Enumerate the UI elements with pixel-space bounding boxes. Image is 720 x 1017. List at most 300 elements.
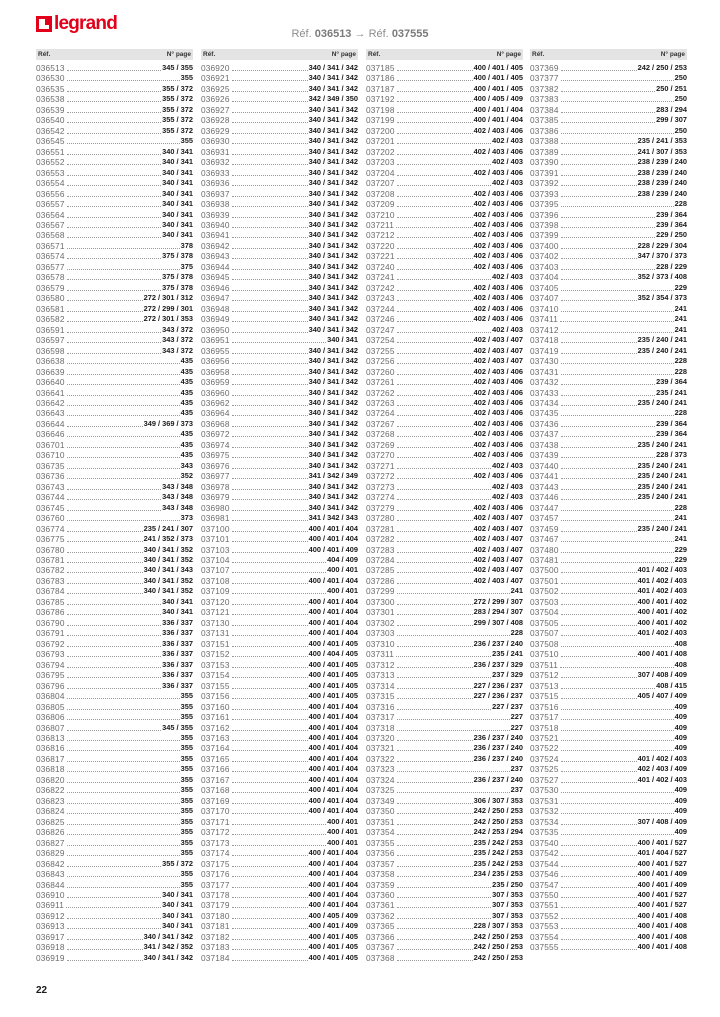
reference-number: 037131 [201,628,230,639]
reference-number: 037552 [530,910,559,921]
reference-number: 036910 [36,890,65,901]
dot-leader [232,395,308,396]
index-row [366,419,523,429]
page-reference: 228 [674,199,687,209]
dot-leader [232,478,308,479]
dot-leader [232,70,308,71]
index-row [530,346,687,356]
reference-number: 036977 [201,471,230,482]
index-row [201,827,358,837]
dot-leader [67,468,180,469]
index-row [366,576,523,586]
index-row [366,157,523,167]
index-row [530,723,687,733]
page-reference: 228 / 373 [656,450,687,460]
reference-number: 037109 [201,586,230,597]
index-row [36,869,193,879]
page-reference: 228 [674,408,687,418]
index-row [530,712,687,722]
dot-leader [67,374,180,375]
index-row [201,953,358,963]
index-row [201,293,358,303]
index-row [36,859,193,869]
page-reference: 400 / 401 / 404 [473,104,523,114]
dot-leader [232,436,308,437]
reference-number: 037534 [530,816,559,827]
reference-number: 036955 [201,345,230,356]
reference-number: 037553 [530,921,559,932]
reference-number: 037322 [366,753,395,764]
dot-leader [67,625,162,626]
page-reference: 237 [510,764,523,774]
index-row [530,272,687,282]
page-reference: 241 / 352 / 373 [143,534,193,544]
dot-leader [232,646,308,647]
reference-number: 037178 [201,890,230,901]
dot-leader [561,531,637,532]
index-row [530,785,687,795]
dot-leader [232,258,308,259]
reference-number: 036774 [36,523,65,534]
page-reference: 340 / 341 [162,900,193,910]
dot-leader [397,593,510,594]
page-reference: 272 / 301 / 312 [143,293,193,303]
index-row [530,398,687,408]
reference-number: 036785 [36,596,65,607]
column-header-ref: Réf. [532,51,545,58]
reference-number: 037516 [530,701,559,712]
reference-number: 037107 [201,565,230,576]
page-reference: 336 / 337 [162,638,193,648]
reference-number: 037359 [366,879,395,890]
column-header-page: N° page [331,51,356,58]
dot-leader [561,374,674,375]
reference-number: 036806 [36,712,65,723]
reference-number: 036826 [36,827,65,838]
page-reference: 402 / 403 [492,492,523,502]
dot-leader [561,552,674,553]
index-row [530,304,687,314]
reference-number: 037174 [201,848,230,859]
index-row [201,639,358,649]
page-reference: 435 [180,377,193,387]
dot-leader [397,887,492,888]
page-reference: 241 [674,303,687,313]
range-arrow: → [354,28,366,40]
index-row [201,670,358,680]
index-rows [530,63,687,953]
index-row [36,932,193,942]
page-reference: 239 / 364 [656,418,687,428]
index-row [201,712,358,722]
reference-number: 037407 [530,293,559,304]
index-row [201,199,358,209]
page-reference: 340 / 341 / 342 [308,199,358,209]
dot-leader [397,321,473,322]
page-reference: 340 / 341 / 342 [308,209,358,219]
index-row [366,147,523,157]
reference-number: 037434 [530,398,559,408]
reference-number: 037369 [530,63,559,73]
reference-number: 037481 [530,555,559,566]
reference-number: 037405 [530,282,559,293]
reference-number: 037256 [366,356,395,367]
dot-leader [67,133,162,134]
reference-number: 037152 [201,649,230,660]
index-row [530,806,687,816]
dot-leader [561,112,656,113]
page-reference: 409 [674,743,687,753]
page-reference: 349 / 369 / 373 [143,418,193,428]
index-row [201,94,358,104]
index-row [201,733,358,743]
reference-number: 036964 [201,408,230,419]
reference-number: 037435 [530,408,559,419]
page-reference: 405 / 407 / 409 [637,691,687,701]
index-row [530,356,687,366]
index-row [530,293,687,303]
dot-leader [561,70,637,71]
page-reference: 340 / 341 / 342 [308,104,358,114]
reference-number: 037187 [366,83,395,94]
index-row [201,607,358,617]
page-reference: 355 [180,712,193,722]
reference-number: 037267 [366,418,395,429]
reference-number: 036927 [201,104,230,115]
index-row [201,210,358,220]
reference-number: 037411 [530,314,558,325]
reference-number: 037386 [530,125,559,136]
dot-leader [397,552,473,553]
page-reference: 340 / 341 / 342 [308,146,358,156]
page-reference: 355 / 372 [162,858,193,868]
dot-leader [397,730,510,731]
index-row [201,806,358,816]
index-row [201,168,358,178]
reference-number: 036976 [201,460,230,471]
page-reference: 401 / 402 / 403 [637,628,687,638]
index-row [530,503,687,513]
page-reference: 402 / 403 / 406 [473,439,523,449]
reference-number: 036786 [36,607,65,618]
dot-leader [232,625,308,626]
page-reference: 402 / 403 / 406 [473,188,523,198]
index-row [366,482,523,492]
index-row [201,691,358,701]
page-reference: 435 [180,398,193,407]
page-reference: 355 [180,764,193,774]
dot-leader [397,342,473,343]
index-row [530,702,687,712]
page-reference: 307 / 408 / 409 [637,816,687,826]
page-reference: 400 / 401 / 408 [637,910,687,920]
dot-leader [397,625,473,626]
page-reference: 402 / 403 / 406 [473,220,523,230]
index-row [530,890,687,900]
dot-leader [67,939,143,940]
page-reference: 402 / 403 / 407 [473,523,523,533]
page-reference: 235 / 240 / 241 [637,439,687,449]
page-reference: 400 / 401 / 404 [308,701,358,711]
index-row [201,838,358,848]
page-reference: 352 / 373 / 408 [637,272,687,282]
page-reference: 400 / 401 / 404 [308,806,358,816]
index-row [201,105,358,115]
page-reference: 340 / 341 / 342 [308,303,358,313]
page-reference: 340 / 341 / 342 [308,345,358,355]
index-row [530,367,687,377]
dot-leader [561,635,637,636]
index-row [530,314,687,324]
page-reference: 402 / 403 / 406 [473,282,523,292]
dot-leader [397,824,473,825]
page-reference: 355 [180,879,193,889]
index-row [530,450,687,460]
dot-leader [397,457,473,458]
page-reference: 375 / 378 [162,282,193,292]
dot-leader [67,845,180,846]
page-reference: 250 [674,73,687,83]
page-reference: 229 / 250 [656,230,687,240]
reference-number: 036545 [36,136,65,147]
page-reference: 237 / 329 [492,670,523,680]
dot-leader [232,457,308,458]
index-row [36,576,193,586]
index-row [36,304,193,314]
index-row [366,367,523,377]
index-row [530,880,687,890]
index-row [36,115,193,125]
page-reference: 235 / 241 [492,649,523,659]
reference-number: 036925 [201,83,230,94]
page-reference: 355 [180,691,193,701]
page-number: 22 [36,985,48,996]
dot-leader [67,635,162,636]
reference-number: 037504 [530,607,559,618]
index-row [366,440,523,450]
page-reference: 409 [674,722,687,732]
index-row [36,105,193,115]
dot-leader [232,91,308,92]
dot-leader [67,562,143,563]
reference-number: 037310 [366,638,395,649]
reference-number: 037385 [530,115,559,126]
dot-leader [397,363,473,364]
page-reference: 340 / 341 / 342 [308,450,358,460]
page-reference: 235 / 240 / 241 [637,481,687,491]
page-reference: 402 / 403 / 406 [473,408,523,418]
page-reference: 402 / 403 [492,460,523,470]
index-row [36,398,193,408]
index-row [530,597,687,607]
index-row [366,115,523,125]
index-row [366,545,523,555]
reference-number: 036843 [36,869,65,880]
reference-number: 036917 [36,931,65,942]
dot-leader [561,269,656,270]
reference-number: 036968 [201,418,230,429]
page-reference: 340 / 341 [162,199,193,209]
dot-leader [232,217,308,218]
page-reference: 400 / 401 / 527 [637,858,687,868]
reference-number: 037357 [366,858,395,869]
page-reference: 402 / 403 / 406 [473,366,523,376]
reference-number: 037547 [530,879,559,890]
dot-leader [67,887,180,888]
dot-leader [397,866,473,867]
reference-number: 037402 [530,251,559,262]
reference-number: 036825 [36,816,65,827]
index-row [201,63,358,73]
reference-number: 037104 [201,555,230,566]
reference-number: 037286 [366,575,395,586]
reference-number: 037192 [366,94,395,105]
index-row [201,848,358,858]
dot-leader [67,750,180,751]
dot-leader [232,583,308,584]
reference-number: 037507 [530,628,559,639]
dot-leader [561,520,674,521]
dot-leader [67,876,180,877]
reference-number: 037268 [366,429,395,440]
reference-number: 037325 [366,785,395,796]
dot-leader [67,499,162,500]
reference-number: 036791 [36,628,65,639]
index-row [36,534,193,544]
column-header [530,49,687,60]
column-header-ref: Réf. [38,51,51,58]
page-reference: 373 [180,513,193,523]
dot-leader [561,719,674,720]
index-row [530,691,687,701]
dot-leader [67,175,162,176]
reference-number: 037274 [366,492,395,503]
dot-leader [67,321,143,322]
index-row [366,953,523,963]
dot-leader [561,175,637,176]
page-reference: 400 / 401 / 405 [473,73,523,83]
reference-number: 037441 [530,471,559,482]
dot-leader [561,614,637,615]
reference-number: 037551 [530,900,559,911]
dot-leader [232,133,308,134]
page-reference: 340 / 341 / 342 [308,460,358,470]
dot-leader [397,949,473,950]
reference-number: 037121 [201,607,230,618]
reference-number: 036643 [36,408,65,419]
dot-leader [561,771,637,772]
page-reference: 340 / 341 / 342 [143,931,193,941]
page-reference: 340 / 341 / 342 [308,502,358,512]
reference-number: 037183 [201,942,230,953]
page-reference: 242 / 250 / 253 [473,816,523,826]
dot-leader [232,499,308,500]
dot-leader [397,384,473,385]
page-reference: 401 / 402 / 403 [637,575,687,585]
page-reference: 400 / 401 / 402 [637,596,687,606]
reference-number: 037368 [366,952,395,963]
dot-leader [561,761,637,762]
index-row [201,73,358,83]
index-row [36,272,193,282]
reference-number: 037400 [530,240,559,251]
index-row [366,890,523,900]
reference-number: 036912 [36,910,65,921]
reference-number: 036736 [36,471,65,482]
dot-leader [67,143,180,144]
index-row [36,231,193,241]
page-reference: 340 / 341 / 342 [308,282,358,292]
index-row [530,670,687,680]
page-reference: 400 / 401 / 527 [637,900,687,910]
page-reference: 400 / 401 / 409 [308,544,358,554]
index-row [36,848,193,858]
reference-number: 037175 [201,858,230,869]
dot-leader [561,258,637,259]
page-reference: 400 / 401 / 404 [473,115,523,125]
reference-number: 036535 [36,83,65,94]
dot-leader [67,279,162,280]
index-row [366,346,523,356]
page-reference: 402 / 403 / 406 [473,398,523,407]
reference-number: 037199 [366,115,395,126]
dot-leader [397,845,473,846]
dot-leader [397,101,473,102]
reference-number: 036942 [201,240,230,251]
dot-leader [561,866,637,867]
index-row [530,775,687,785]
index-row [36,73,193,83]
dot-leader [397,206,473,207]
page-reference: 241 [674,513,687,523]
index-row [366,73,523,83]
index-row [530,73,687,83]
index-row [530,545,687,555]
reference-number: 036579 [36,282,65,293]
page-reference: 400 / 401 / 404 [308,733,358,742]
reference-number: 037166 [201,764,230,775]
reference-number: 036574 [36,251,65,262]
page-reference: 401 / 404 / 527 [637,848,687,858]
page-reference: 435 [180,366,193,376]
reference-number: 036597 [36,335,65,346]
page-reference: 400 / 401 / 404 [308,764,358,774]
index-row [201,304,358,314]
page-reference: 340 / 341 / 342 [308,377,358,387]
dot-leader [397,415,473,416]
index-row [366,377,523,387]
dot-leader [561,939,637,940]
index-row [366,743,523,753]
dot-leader [67,227,162,228]
page-reference: 343 / 348 [162,492,193,502]
index-row [36,785,193,795]
reference-number: 036824 [36,806,65,817]
dot-leader [67,541,143,542]
dot-leader [561,709,674,710]
dot-leader [67,405,180,406]
dot-leader [67,217,162,218]
reference-number: 036564 [36,209,65,220]
reference-number: 036822 [36,785,65,796]
dot-leader [232,185,308,186]
page-reference: 400 / 401 / 404 [308,785,358,795]
reference-number: 037459 [530,523,559,534]
page-reference: 400 / 401 / 405 [308,931,358,941]
index-row [366,859,523,869]
page-reference: 340 / 341 / 342 [308,324,358,334]
page-reference: 400 / 401 / 527 [637,890,687,900]
